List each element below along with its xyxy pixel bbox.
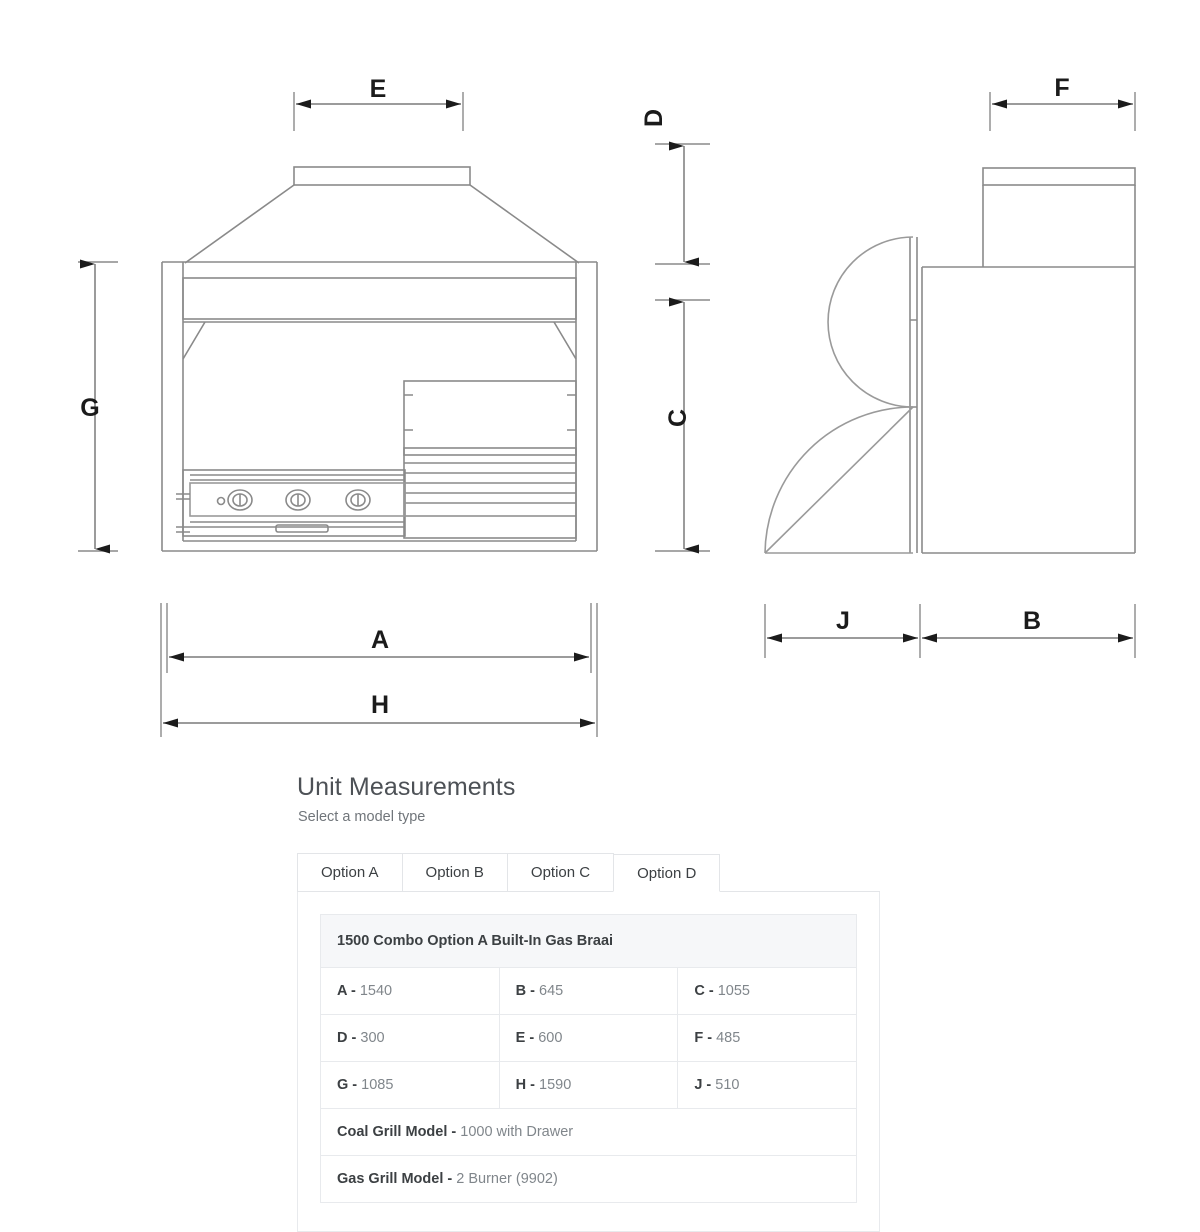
table-row: [321, 1062, 857, 1109]
tab-option-a[interactable]: Option A: [297, 853, 403, 891]
dimension-label-b: B: [1022, 607, 1042, 635]
dimension-label-a: A: [370, 626, 390, 654]
table-row: [321, 1156, 857, 1203]
tab-option-c[interactable]: Option C: [507, 853, 614, 891]
measure-value-b: 645: [539, 983, 564, 999]
measure-value-j: 510: [715, 1077, 740, 1093]
dimension-label-g: G: [80, 394, 100, 422]
measure-value-h: 1590: [539, 1077, 572, 1093]
table-cell-d: [321, 1015, 500, 1062]
dimension-label-j: J: [836, 607, 850, 635]
gas-grill-model-value: 2 Burner (9902): [456, 1171, 558, 1187]
model-type-tabs: [297, 852, 880, 892]
measure-key-e: E -: [515, 1030, 535, 1046]
table-cell-c: [678, 968, 857, 1015]
table-row: [321, 968, 857, 1015]
tab-option-d[interactable]: Option D: [613, 854, 720, 892]
tab-option-b[interactable]: Option B: [402, 853, 508, 891]
burner-knob-group: [228, 490, 370, 510]
measure-value-g: 1085: [361, 1077, 394, 1093]
measure-key-j: J -: [694, 1077, 712, 1093]
measure-key-f: F -: [694, 1030, 713, 1046]
measure-key-a: A -: [337, 983, 356, 999]
front-elevation-view: [162, 167, 597, 551]
gas-grill-model-key: Gas Grill Model -: [337, 1171, 453, 1187]
coal-grill-model-value: 1000 with Drawer: [460, 1124, 574, 1140]
unit-measurements-section: [297, 770, 897, 1232]
measure-key-c: C -: [694, 983, 714, 999]
coal-grill-model-key: Coal Grill Model -: [337, 1124, 457, 1140]
table-cell-f: [678, 1015, 857, 1062]
dimension-label-e: E: [369, 75, 387, 103]
table-cell-b: [499, 968, 678, 1015]
table-header-cell: 1500 Combo Option A Built-In Gas Braai: [321, 915, 857, 968]
side-elevation-view: [765, 168, 1135, 553]
dimension-label-h: H: [370, 691, 390, 719]
table-cell-g: [321, 1062, 500, 1109]
page-title: Unit Measurements: [297, 773, 516, 801]
table-cell-gas-grill-model: [321, 1156, 857, 1203]
table-cell-h: [499, 1062, 678, 1109]
measure-value-d: 300: [360, 1030, 385, 1046]
table-cell-coal-grill-model: [321, 1109, 857, 1156]
table-cell-a: [321, 968, 500, 1015]
table-cell-j: [678, 1062, 857, 1109]
table-row: [321, 1015, 857, 1062]
measure-key-g: G -: [337, 1077, 358, 1093]
section-subtitle: Select a model type: [298, 809, 426, 825]
tab-panel: [297, 892, 880, 1232]
measurements-table: [320, 914, 857, 1203]
dimension-label-d: D: [640, 108, 668, 128]
table-header-row: [321, 915, 857, 968]
measure-value-f: 485: [716, 1030, 741, 1046]
table-cell-e: [499, 1015, 678, 1062]
measure-value-e: 600: [538, 1030, 563, 1046]
measure-key-d: D -: [337, 1030, 357, 1046]
measure-key-h: H -: [515, 1077, 535, 1093]
dimension-label-c: C: [664, 408, 692, 428]
table-row: [321, 1109, 857, 1156]
measure-value-c: 1055: [717, 983, 750, 999]
dimension-label-f: F: [1054, 74, 1070, 102]
measure-value-a: 1540: [359, 983, 393, 999]
measure-key-b: B -: [515, 983, 535, 999]
